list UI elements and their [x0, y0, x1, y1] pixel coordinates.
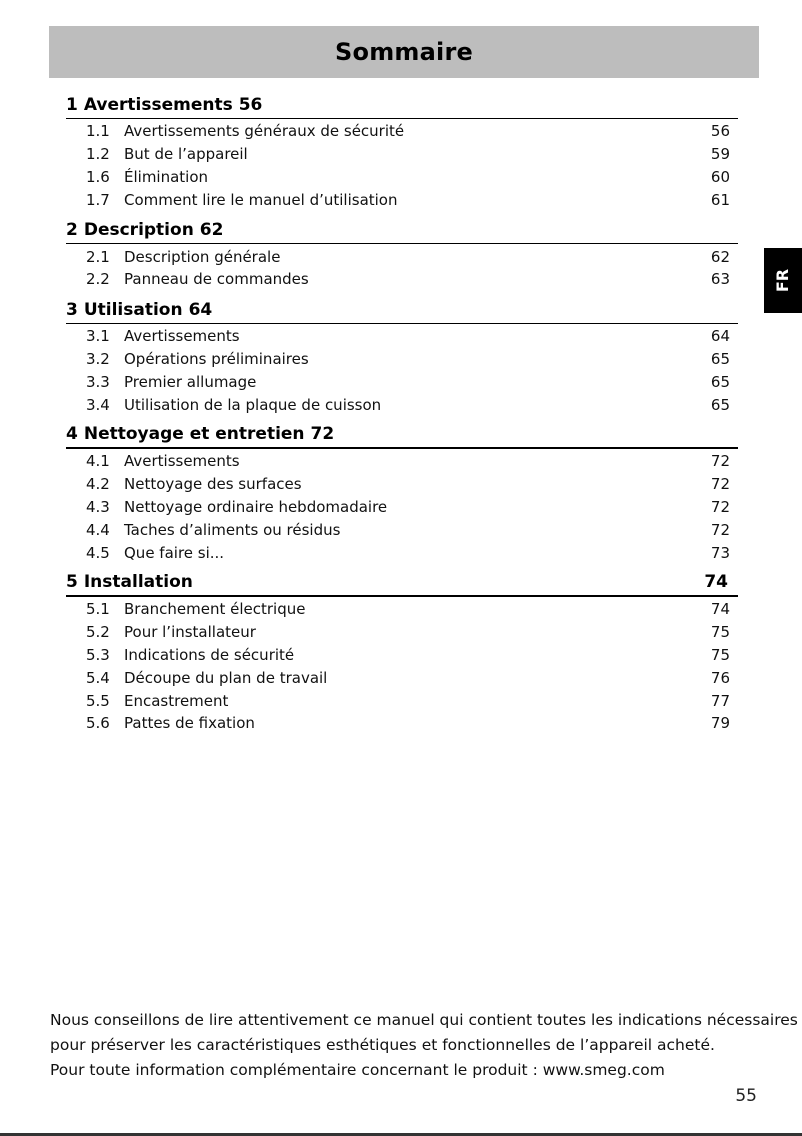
toc-entry[interactable] [66, 268, 738, 291]
entry-page: 65 [710, 349, 730, 368]
toc-entry[interactable] [66, 188, 738, 211]
entry-number: 3.1 [86, 327, 110, 346]
entry-label: But de l’appareil [124, 145, 248, 164]
entry-label: Pour l’installateur [124, 623, 256, 642]
entry-number: 5.2 [86, 623, 110, 642]
entry-label: Pattes de fixation [124, 714, 255, 733]
entry-page: 72 [710, 497, 730, 516]
entry-number: 4.3 [86, 497, 110, 516]
entry-number: 5.5 [86, 691, 110, 710]
toc-entry[interactable] [66, 473, 738, 496]
entry-page: 60 [710, 167, 730, 186]
entry-page: 76 [710, 668, 730, 687]
section-heading[interactable] [66, 297, 738, 324]
section-heading[interactable] [66, 92, 738, 119]
entry-label: Opérations préliminaires [124, 349, 309, 368]
entry-page: 65 [710, 395, 730, 414]
entry-number: 2.2 [86, 270, 110, 289]
toc-entry[interactable] [66, 666, 738, 689]
toc-entry[interactable] [66, 644, 738, 667]
toc-entry[interactable] [66, 518, 738, 541]
language-tab-label: FR [773, 268, 793, 293]
section-page: 72 [310, 423, 335, 444]
entry-number: 3.3 [86, 372, 110, 391]
section-heading[interactable] [66, 422, 738, 449]
toc-entry[interactable] [66, 598, 738, 621]
entry-number: 5.4 [86, 668, 110, 687]
toc-entry[interactable] [66, 325, 738, 348]
section-number: 5 [66, 571, 78, 592]
entry-page: 75 [710, 623, 730, 642]
entry-label: Encastrement [124, 691, 229, 710]
entry-number: 1.2 [86, 145, 110, 164]
entry-label: Comment lire le manuel d’utilisation [124, 190, 398, 209]
toc-entry[interactable] [66, 450, 738, 473]
entry-label: Que faire si... [124, 543, 225, 562]
entry-page: 74 [710, 600, 730, 619]
entry-label: Élimination [124, 167, 209, 186]
entry-page: 79 [710, 714, 730, 733]
entry-page: 62 [710, 247, 730, 266]
entry-number: 5.3 [86, 645, 110, 664]
toc-section-1 [66, 92, 738, 217]
entry-page: 63 [710, 270, 730, 289]
entry-label: Utilisation de la plaque de cuisson [124, 395, 382, 414]
toc-section-3 [66, 297, 738, 422]
entry-number: 5.1 [86, 600, 110, 619]
table-of-contents [66, 92, 738, 741]
section-number: 3 [66, 299, 78, 320]
section-title: Installation [83, 571, 193, 592]
entry-number: 5.6 [86, 714, 110, 733]
title-bar [49, 26, 759, 78]
entry-label: Indications de sécurité [124, 645, 295, 664]
toc-entry[interactable] [66, 712, 738, 735]
toc-entry[interactable] [66, 166, 738, 189]
entry-label: Découpe du plan de travail [124, 668, 328, 687]
section-number: 4 [66, 423, 78, 444]
footer-text [50, 1008, 798, 1083]
section-title: Nettoyage et entretien [83, 423, 305, 444]
toc-entry[interactable] [66, 143, 738, 166]
entry-page: 59 [710, 145, 730, 164]
entry-page: 75 [710, 645, 730, 664]
entry-label: Avertissements [124, 452, 240, 471]
entry-number: 4.1 [86, 452, 110, 471]
entry-number: 3.4 [86, 395, 110, 414]
toc-section-5 [66, 570, 738, 741]
entry-label: Nettoyage ordinaire hebdomadaire [124, 497, 388, 516]
entry-number: 1.1 [86, 122, 110, 141]
section-page: 74 [704, 571, 728, 592]
section-page: 56 [238, 95, 263, 115]
toc-entry[interactable] [66, 245, 738, 268]
section-title: Description [83, 220, 194, 241]
toc-entry[interactable] [66, 120, 738, 143]
page-number: 55 [735, 1086, 757, 1106]
toc-entry[interactable] [66, 370, 738, 393]
section-heading[interactable] [66, 217, 738, 244]
entry-label: Avertissements généraux de sécurité [124, 122, 405, 141]
language-tab [764, 248, 802, 313]
footer-line: Pour toute information complémentaire concernant le produit : www.smeg.com [50, 1061, 665, 1079]
page-title: Sommaire [335, 38, 473, 66]
entry-label: Description générale [124, 247, 281, 266]
entry-number: 1.6 [86, 167, 110, 186]
toc-entry[interactable] [66, 348, 738, 371]
section-heading[interactable] [66, 570, 738, 597]
toc-section-4 [66, 422, 738, 570]
entry-page: 72 [710, 475, 730, 494]
entry-label: Taches d’aliments ou résidus [124, 520, 341, 539]
toc-entry[interactable] [66, 496, 738, 519]
entry-label: Avertissements [124, 327, 240, 346]
entry-page: 61 [710, 190, 730, 209]
entry-number: 4.2 [86, 475, 110, 494]
toc-entry[interactable] [66, 621, 738, 644]
section-title: Avertissements [83, 95, 233, 115]
entry-number: 4.5 [86, 543, 110, 562]
toc-entry[interactable] [66, 689, 738, 712]
entry-number: 2.1 [86, 247, 110, 266]
entry-label: Nettoyage des surfaces [124, 475, 302, 494]
entry-label: Branchement électrique [124, 600, 306, 619]
entry-page: 72 [710, 520, 730, 539]
section-page: 64 [188, 299, 213, 320]
entry-number: 4.4 [86, 520, 110, 539]
entry-number: 3.2 [86, 349, 110, 368]
entry-page: 64 [710, 327, 730, 346]
entry-number: 1.7 [86, 190, 110, 209]
entry-page: 72 [710, 452, 730, 471]
entry-page: 65 [710, 372, 730, 391]
toc-entry[interactable] [66, 541, 738, 564]
entry-page: 77 [710, 691, 730, 710]
toc-entry[interactable] [66, 393, 738, 416]
section-number: 1 [66, 95, 78, 115]
toc-section-2 [66, 217, 738, 297]
section-page: 62 [199, 220, 224, 241]
footer-line: pour préserver les caractéristiques esthétiques et fonctionnelles de l’appareil acheté. [50, 1036, 715, 1054]
entry-label: Premier allumage [124, 372, 257, 391]
section-number: 2 [66, 220, 78, 241]
section-title: Utilisation [83, 299, 183, 320]
entry-page: 56 [710, 122, 730, 141]
entry-page: 73 [710, 543, 730, 562]
footer-line: Nous conseillons de lire attentivement ce manuel qui contient toutes les indications nécessaires [50, 1011, 798, 1029]
entry-label: Panneau de commandes [124, 270, 309, 289]
